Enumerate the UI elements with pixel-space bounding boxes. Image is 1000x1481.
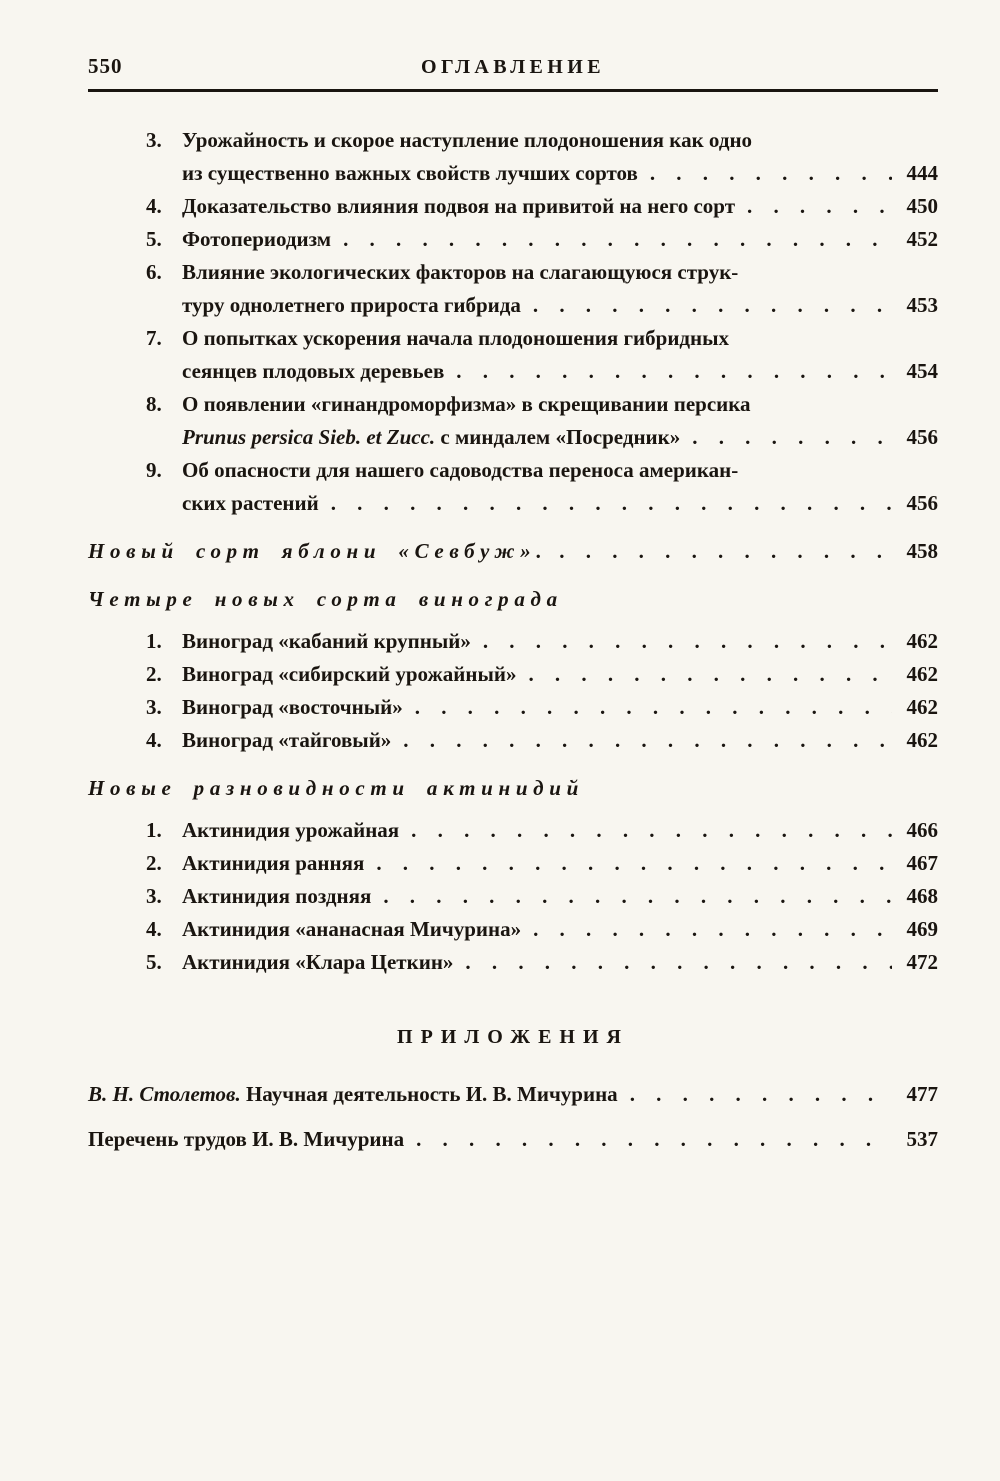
text-run: Виноград «тайговый»	[182, 728, 392, 752]
dot-leader	[638, 157, 892, 190]
text-run: Актинидия урожайная	[182, 818, 400, 842]
page-ref: 466	[906, 818, 938, 842]
entry-body	[182, 454, 938, 520]
page-ref: 462	[906, 695, 938, 719]
toc-entry	[88, 256, 938, 322]
section-heading-text: Новые разновидности актинидий	[88, 776, 584, 800]
dot-leader	[404, 1121, 892, 1158]
entry-line	[182, 880, 938, 913]
entry-line	[182, 289, 938, 322]
entry-number: 8.	[146, 392, 162, 416]
entry-line	[182, 847, 938, 880]
entry-text	[182, 814, 399, 847]
entry-text	[182, 724, 391, 757]
entry-text	[182, 487, 319, 520]
entry-text	[182, 256, 738, 289]
dot-leader	[403, 691, 892, 724]
dot-leader	[319, 487, 892, 520]
dot-leader	[680, 421, 892, 454]
entry-line	[182, 322, 938, 355]
entry-body	[182, 256, 938, 322]
entry-text	[182, 289, 521, 322]
dot-leader	[391, 724, 892, 757]
entry-body	[182, 223, 938, 256]
dot-leader	[735, 190, 892, 223]
entry-text	[182, 658, 516, 691]
text-run: из существенно важных свойств лучших сортов	[182, 161, 638, 185]
section-heading-text: Четыре новых сорта винограда	[88, 587, 563, 611]
entry-number: 5.	[146, 227, 162, 251]
entry-number: 4.	[146, 917, 162, 941]
toc-list	[88, 124, 938, 1158]
entry-text	[182, 946, 453, 979]
page-ref: 537	[906, 1127, 938, 1151]
header-rule	[88, 89, 938, 92]
text-run: О попытках ускорения начала плодоношения гибридных	[182, 326, 730, 350]
text-run: Виноград «восточный»	[182, 695, 403, 719]
entry-body	[182, 880, 938, 913]
dot-leader	[471, 625, 892, 658]
page-ref: 450	[906, 194, 938, 218]
text-run: Урожайность и скорое наступление плодоношения как одно	[182, 128, 753, 152]
entry-body	[182, 946, 938, 979]
text-run: с миндалем «Посредник»	[435, 425, 681, 449]
page-ref: 462	[906, 728, 938, 752]
page-ref: 477	[906, 1082, 938, 1106]
author-name-italic: В. Н. Столетов.	[88, 1082, 241, 1106]
text-run: О появлении «гинандроморфизма» в скрещивании персика	[182, 392, 751, 416]
dot-leader	[516, 658, 892, 691]
toc-entry	[88, 190, 938, 223]
entry-line	[182, 946, 938, 979]
entry-text	[182, 691, 403, 724]
entry-line	[182, 487, 938, 520]
entry-line	[182, 913, 938, 946]
entry-text	[182, 388, 751, 421]
page-ref: 456	[906, 491, 938, 515]
appendix-entry-text	[88, 1076, 618, 1113]
page-ref: 452	[906, 227, 938, 251]
page-ref: 454	[906, 359, 938, 383]
entry-text	[182, 223, 331, 256]
text-run: сеянцев плодовых деревьев	[182, 359, 445, 383]
entry-line	[182, 124, 938, 157]
entry-line	[182, 691, 938, 724]
text-run: Актинидия «ананасная Мичурина»	[182, 917, 522, 941]
dot-leader	[364, 847, 892, 880]
toc-entry	[88, 814, 938, 847]
entry-text	[182, 625, 471, 658]
entry-line	[182, 421, 938, 454]
toc-entry	[88, 880, 938, 913]
text-run: Виноград «кабаний крупный»	[182, 629, 471, 653]
page-ref: 453	[906, 293, 938, 317]
entry-body	[182, 124, 938, 190]
entry-body	[182, 388, 938, 454]
toc-entry	[88, 454, 938, 520]
toc-entry	[88, 223, 938, 256]
dot-leader	[399, 814, 892, 847]
toc-entry	[88, 847, 938, 880]
entry-body	[182, 847, 938, 880]
dot-leader	[547, 535, 892, 568]
appendix-heading-text: ПРИЛОЖЕНИЯ	[397, 1026, 629, 1048]
entry-line	[182, 223, 938, 256]
toc-entry	[88, 691, 938, 724]
entry-number: 2.	[146, 662, 162, 686]
text-run: Перечень трудов И. В. Мичурина	[88, 1127, 405, 1151]
toc-entry	[88, 124, 938, 190]
text-run: Научная деятельность И. В. Мичурина	[240, 1082, 618, 1106]
page-ref: 444	[906, 161, 938, 185]
entry-number: 4.	[146, 728, 162, 752]
entry-line	[182, 157, 938, 190]
text-run: Актинидия «Клара Цеткин»	[182, 950, 454, 974]
page-ref: 456	[906, 425, 938, 449]
text-run: Об опасности для нашего садоводства переноса американ-	[182, 458, 739, 482]
text-run: Актинидия поздняя	[182, 884, 372, 908]
appendix-entry-text	[88, 1121, 404, 1158]
page-header	[88, 54, 938, 79]
entry-number: 6.	[146, 260, 162, 284]
entry-body	[182, 691, 938, 724]
page-title: ОГЛАВЛЕНИЕ	[421, 56, 605, 78]
text-run: Доказательство влияния подвоя на привитой на него сорт	[182, 194, 736, 218]
entry-number: 2.	[146, 851, 162, 875]
text-run: Виноград «сибирский урожайный»	[182, 662, 517, 686]
entry-body	[182, 913, 938, 946]
entry-body	[182, 322, 938, 388]
dot-leader	[453, 946, 892, 979]
entry-number: 9.	[146, 458, 162, 482]
page-ref: 469	[906, 917, 938, 941]
page-ref: 472	[906, 950, 938, 974]
entry-line	[182, 724, 938, 757]
text-run: туру однолетнего прироста гибрида	[182, 293, 521, 317]
section-title-entry	[88, 535, 938, 568]
text-run: Влияние экологических факторов на слагающуюся струк-	[182, 260, 739, 284]
entry-text	[182, 190, 735, 223]
page-ref: 468	[906, 884, 938, 908]
toc-entry	[88, 724, 938, 757]
entry-text	[182, 355, 444, 388]
entry-line	[182, 658, 938, 691]
toc-entry	[88, 625, 938, 658]
toc-entry	[88, 946, 938, 979]
dot-leader	[331, 223, 892, 256]
appendix-entry	[88, 1076, 938, 1113]
entry-text	[182, 454, 738, 487]
entry-text	[182, 322, 729, 355]
toc-entry	[88, 913, 938, 946]
entry-number: 1.	[146, 629, 162, 653]
entry-line	[182, 256, 938, 289]
entry-line	[182, 388, 938, 421]
entry-text	[182, 847, 364, 880]
page-ref: 462	[906, 662, 938, 686]
entry-line	[182, 355, 938, 388]
page-ref: 467	[906, 851, 938, 875]
toc-entry	[88, 388, 938, 454]
text-run: ских растений	[182, 491, 319, 515]
entry-text	[182, 913, 521, 946]
entry-text	[182, 880, 371, 913]
entry-body	[182, 190, 938, 223]
entry-line	[182, 625, 938, 658]
toc-entry	[88, 658, 938, 691]
page-number: 550	[88, 54, 123, 78]
entry-body	[182, 625, 938, 658]
dot-leader	[618, 1076, 892, 1113]
entry-number: 5.	[146, 950, 162, 974]
entry-number: 1.	[146, 818, 162, 842]
entry-body	[182, 814, 938, 847]
entry-line	[182, 454, 938, 487]
entry-text	[182, 124, 752, 157]
appendix-heading	[88, 1021, 938, 1054]
entry-text	[182, 421, 680, 454]
dot-leader	[371, 880, 892, 913]
section-heading	[88, 772, 938, 805]
text-run: Актинидия ранняя	[182, 851, 365, 875]
entry-text	[182, 157, 638, 190]
entry-line	[182, 814, 938, 847]
entry-number: 3.	[146, 884, 162, 908]
section-title-text: Новый сорт яблони «Севбуж».	[88, 539, 548, 563]
entry-body	[182, 658, 938, 691]
page-ref: 458	[906, 539, 938, 563]
page-ref: 462	[906, 629, 938, 653]
text-run: Фотопериодизм	[182, 227, 332, 251]
dot-leader	[521, 289, 892, 322]
toc-entry	[88, 322, 938, 388]
entry-line	[182, 190, 938, 223]
latin-name-italic: Prunus persica Sieb. et Zucc.	[182, 425, 436, 449]
dot-leader	[444, 355, 892, 388]
section-heading	[88, 583, 938, 616]
entry-number: 4.	[146, 194, 162, 218]
dot-leader	[521, 913, 892, 946]
appendix-entry	[88, 1121, 938, 1158]
entry-body	[182, 724, 938, 757]
entry-number: 3.	[146, 128, 162, 152]
entry-number: 3.	[146, 695, 162, 719]
entry-number: 7.	[146, 326, 162, 350]
